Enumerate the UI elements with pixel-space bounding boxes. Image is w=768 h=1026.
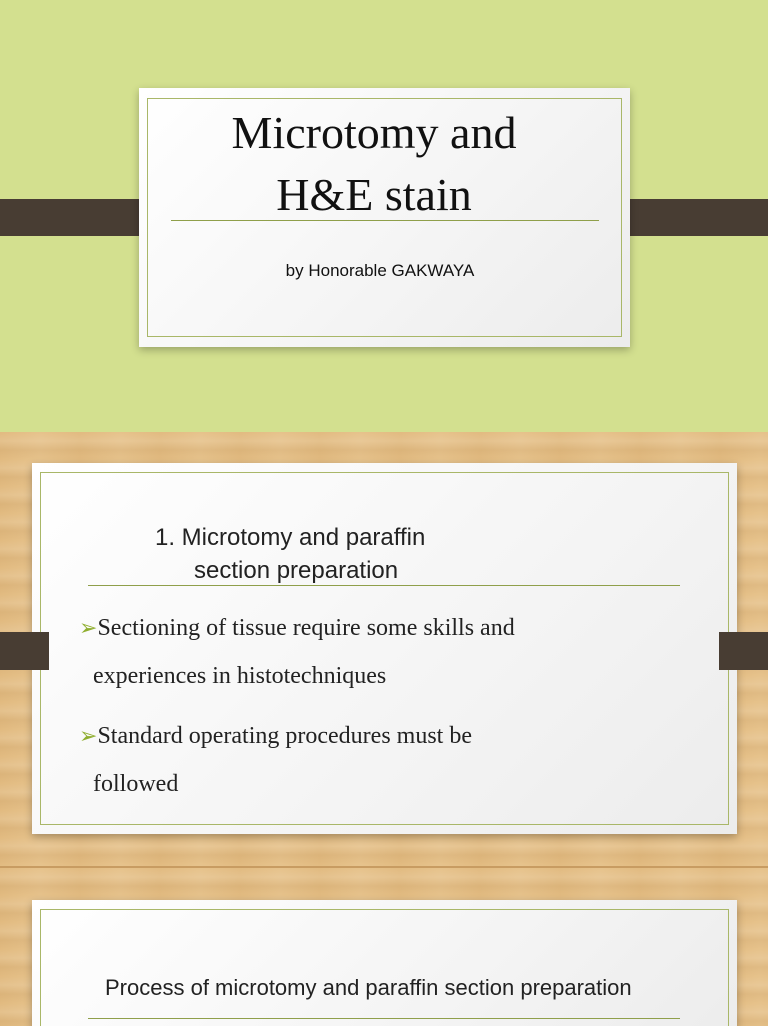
slide-title-line-2: H&E stain [276,169,472,220]
slide-subtitle: by Honorable GAKWAYA [285,261,475,280]
title-slide [0,0,768,432]
process-card-border [40,909,729,1026]
left-decorative-tab [0,199,156,236]
bullet-item [79,604,599,700]
slide-title-line-1: Microtomy and [231,107,517,158]
right-decorative-tab [719,632,768,670]
section-heading-line-2: section preparation [194,557,399,584]
process-heading: Process of microtomy and paraffin section preparation [105,975,632,1000]
arrow-bullet-icon: ➢ [79,615,98,640]
left-decorative-tab [0,632,49,670]
right-decorative-tab [612,199,768,236]
bullet-text-line-2: experiences in histotechniques [93,663,387,689]
process-card [32,900,737,1026]
section-heading-line-1: 1. Microtomy and paraffin [155,524,426,551]
heading-divider [88,585,680,586]
bullet-text-line-2: followed [93,771,179,797]
bullet-text-line-1: Sectioning of tissue require some skills and [97,615,515,641]
content-slide [0,432,768,866]
section-heading [155,521,575,587]
process-divider [88,1018,680,1019]
title-divider [171,220,599,221]
bullet-text-line-1: Standard operating procedures must be [97,723,472,749]
slide-title [139,102,609,226]
process-slide [0,866,768,1026]
arrow-bullet-icon: ➢ [79,723,98,748]
bullet-item [79,712,599,808]
